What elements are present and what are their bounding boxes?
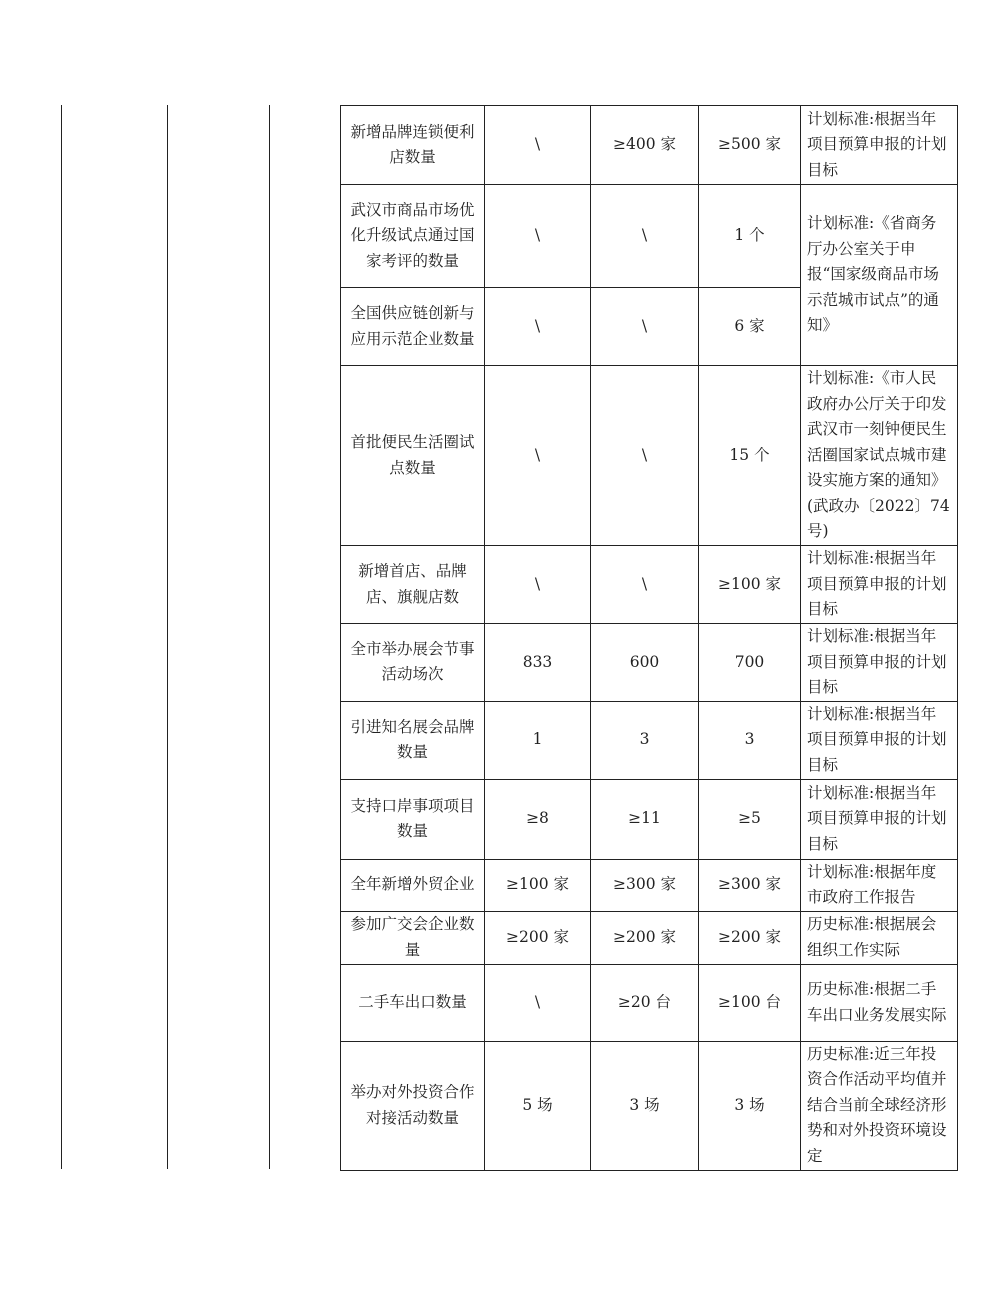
table-row: [341, 859, 958, 911]
value-cell: \: [485, 366, 591, 546]
value-cell: \: [485, 106, 591, 185]
value-cell: ≥100 家: [699, 546, 801, 624]
standard-cell: 计划标准:根据当年项目预算申报的计划目标: [801, 779, 958, 859]
indicator-name: 武汉市商品市场优化升级试点通过国家考评的数量: [341, 185, 485, 288]
left-column-line-1: [61, 105, 62, 1169]
performance-indicator-table: [340, 105, 958, 1171]
value-cell: 1 个: [699, 185, 801, 288]
indicator-name: 新增首店、品牌店、旗舰店数: [341, 546, 485, 624]
indicator-name: 支持口岸事项项目数量: [341, 779, 485, 859]
value-cell: 833: [485, 624, 591, 702]
table-row: [341, 624, 958, 702]
table-row: [341, 1041, 958, 1170]
indicator-name: 二手车出口数量: [341, 964, 485, 1041]
value-cell: 1: [485, 701, 591, 779]
standard-cell: 计划标准:根据当年项目预算申报的计划目标: [801, 624, 958, 702]
indicator-name: 举办对外投资合作对接活动数量: [341, 1041, 485, 1170]
table-row: [341, 911, 958, 964]
value-cell: 15 个: [699, 366, 801, 546]
value-cell: \: [485, 288, 591, 366]
value-cell: 700: [699, 624, 801, 702]
table-row: [341, 779, 958, 859]
value-cell: \: [591, 185, 699, 288]
value-cell: ≥300 家: [699, 859, 801, 911]
indicator-name: 新增品牌连锁便利店数量: [341, 106, 485, 185]
value-cell: \: [485, 964, 591, 1041]
value-cell: ≥100 台: [699, 964, 801, 1041]
value-cell: ≥200 家: [591, 911, 699, 964]
table-row: [341, 701, 958, 779]
standard-cell: 历史标准:近三年投资合作活动平均值并结合当前全球经济形势和对外投资环境设定: [801, 1041, 958, 1170]
value-cell: 3: [591, 701, 699, 779]
value-cell: 3 场: [591, 1041, 699, 1170]
value-cell: \: [485, 185, 591, 288]
value-cell: 5 场: [485, 1041, 591, 1170]
standard-cell: 历史标准:根据二手车出口业务发展实际: [801, 964, 958, 1041]
value-cell: ≥200 家: [699, 911, 801, 964]
standard-cell: 计划标准:根据当年项目预算申报的计划目标: [801, 701, 958, 779]
standard-cell: 计划标准:根据当年项目预算申报的计划目标: [801, 546, 958, 624]
indicator-name: 引进知名展会品牌数量: [341, 701, 485, 779]
indicator-name: 首批便民生活圈试点数量: [341, 366, 485, 546]
standard-cell: 计划标准:根据当年项目预算申报的计划目标: [801, 106, 958, 185]
value-cell: 600: [591, 624, 699, 702]
value-cell: ≥300 家: [591, 859, 699, 911]
value-cell: ≥11: [591, 779, 699, 859]
value-cell: 3 场: [699, 1041, 801, 1170]
value-cell: 6 家: [699, 288, 801, 366]
indicator-name: 全市举办展会节事活动场次: [341, 624, 485, 702]
value-cell: ≥20 台: [591, 964, 699, 1041]
indicator-name: 参加广交会企业数量: [341, 911, 485, 964]
value-cell: \: [591, 288, 699, 366]
standard-cell: 计划标准:《省商务厅办公室关于申报“国家级商品市场示范城市试点”的通知》: [801, 185, 958, 366]
value-cell: ≥400 家: [591, 106, 699, 185]
table-row: [341, 546, 958, 624]
value-cell: \: [591, 546, 699, 624]
standard-cell: 计划标准:根据年度市政府工作报告: [801, 859, 958, 911]
value-cell: \: [591, 366, 699, 546]
indicator-name: 全年新增外贸企业: [341, 859, 485, 911]
value-cell: ≥100 家: [485, 859, 591, 911]
value-cell: ≥5: [699, 779, 801, 859]
value-cell: ≥8: [485, 779, 591, 859]
indicator-name: 全国供应链创新与应用示范企业数量: [341, 288, 485, 366]
standard-cell: 计划标准:《市人民政府办公厅关于印发武汉市一刻钟便民生活圈国家试点城市建设实施方案的通知》(武政办〔2022〕74 号): [801, 366, 958, 546]
table-row: [341, 106, 958, 185]
standard-cell: 历史标准:根据展会组织工作实际: [801, 911, 958, 964]
left-column-line-3: [269, 105, 270, 1169]
value-cell: 3: [699, 701, 801, 779]
table-row: [341, 185, 958, 288]
value-cell: ≥200 家: [485, 911, 591, 964]
left-column-line-2: [167, 105, 168, 1169]
table-row: [341, 366, 958, 546]
value-cell: ≥500 家: [699, 106, 801, 185]
value-cell: \: [485, 546, 591, 624]
table-row: [341, 964, 958, 1041]
